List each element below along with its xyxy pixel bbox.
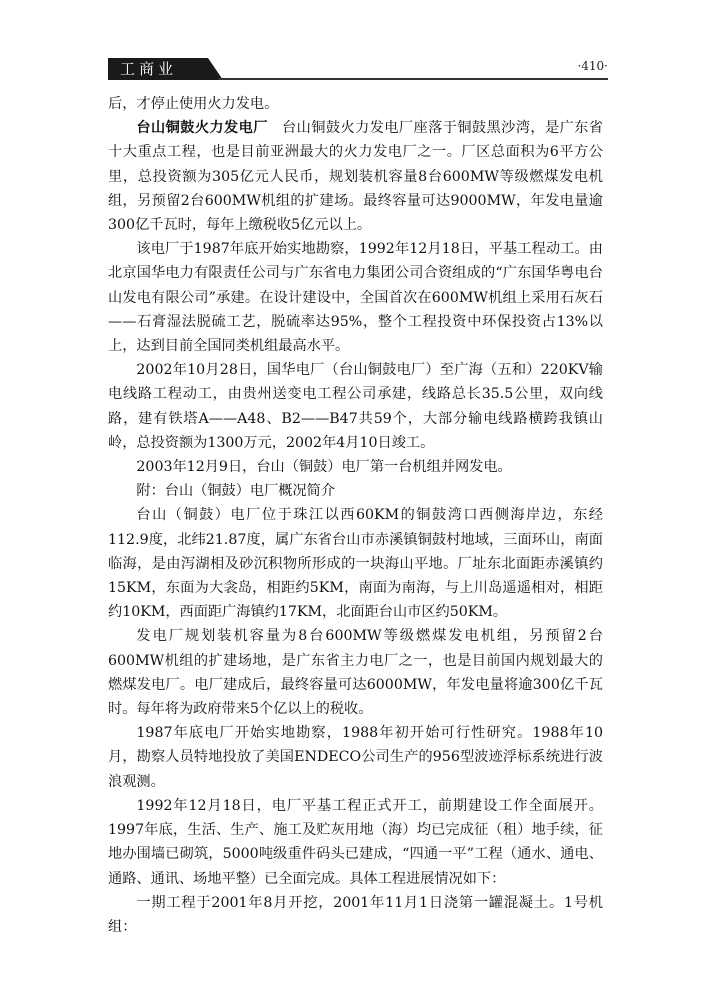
- section-paragraph: [108, 116, 603, 237]
- header-rule: [218, 78, 608, 80]
- page-number: ·410·: [577, 59, 608, 73]
- paragraph: 该电厂于1987年底开始实地勘察，1992年12月18日，平基工程动工。由北京国华电力有限责任公司与广东省电力集团公司合资组成的“广东国华粤电台山发电有限公司”承建。在设计建设中，全国首次在600MW机组上采用石灰石——石膏湿法脱硫工艺，脱硫率达95%，整个工程投资中环保投资占13%以上，达到目前全国同类机组最高水平。: [108, 241, 603, 355]
- section-heading: 台山铜鼓火力发电厂: [136, 120, 268, 137]
- paragraph: 2002年10月28日，国华电厂（台山铜鼓电厂）至广海（五和）220KV输电线路工程动工，由贵州送变电工程公司承建，线路总长35.5公里，双向线路，建有铁塔A——A48、B2——B47共59个，大部分输电线路横跨我镇山岭，总投资额为1300万元，2002年4月10日竣工。: [108, 362, 603, 451]
- paragraph-text: 台山铜鼓火力发电厂座落于铜鼓黑沙湾，是广东省十大重点工程，也是目前亚洲最大的火力发电厂之一。厂区总面积为6平方公里，总投资额为305亿元人民币，规划装机容量8台600MW等级燃煤发电机组，另预留2台600MW机组的扩建场。最终容量可达9000MW，年发电量逾300亿千瓦时，每年上缴税收5亿元以上。: [108, 120, 603, 234]
- paragraph: 台山（铜鼓）电厂位于珠江以西60KM的铜鼓湾口西侧海岸边，东经112.9度，北纬21.87度，属广东省台山市赤溪镇铜鼓村地域，三面环山，南面临海，是由泻湖相及砂沉积物所形成的一块海山平地。厂址东北面距赤溪镇约15KM，东面为大衾岛，相距约5KM，南面为南海，与上川岛遥遥相对，相距约10KM，西面距广海镇约17KM，北面距台山市区约50KM。: [108, 507, 603, 621]
- paragraph: 一期工程于2001年8月开挖，2001年11月1日浇第一罐混凝土。1号机组：: [108, 894, 603, 935]
- paragraph: 发电厂规划装机容量为8台600MW等级燃煤发电机组，另预留2台600MW机组的扩建场地，是广东省主力电厂之一，也是目前国内规划最大的燃煤发电厂。电厂建成后，最终容量可达6000MW，年发电量将逾300亿千瓦时。每年将为政府带来5个亿以上的税收。: [108, 628, 603, 718]
- paragraph: 2003年12月9日，台山（铜鼓）电厂第一台机组并网发电。: [136, 459, 512, 476]
- paragraph: 1992年12月18日，电厂平基工程正式开工，前期建设工作全面展开。1997年底，生活、生产、施工及贮灰用地（海）均已完成征（租）地手续，征地办围墙已砌筑，5000吨级重件码头已建成，“四通一平”工程（通水、通电、通路、通讯、场地平整）已全面完成。具体工程进展情况如下：: [108, 797, 603, 887]
- page-header: [108, 58, 608, 80]
- body-text: [108, 92, 603, 939]
- appendix-heading: 附：台山（铜鼓）电厂概况简介: [136, 483, 336, 500]
- header-title: 工商业: [120, 60, 178, 78]
- paragraph: 后，才停止使用火力发电。: [108, 96, 279, 112]
- paragraph: 1987年底电厂开始实地勘察，1988年初开始可行性研究。1988年10月，勘察人员特地投放了美国ENDECO公司生产的956型波迹浮标系统进行波浪观测。: [108, 725, 603, 790]
